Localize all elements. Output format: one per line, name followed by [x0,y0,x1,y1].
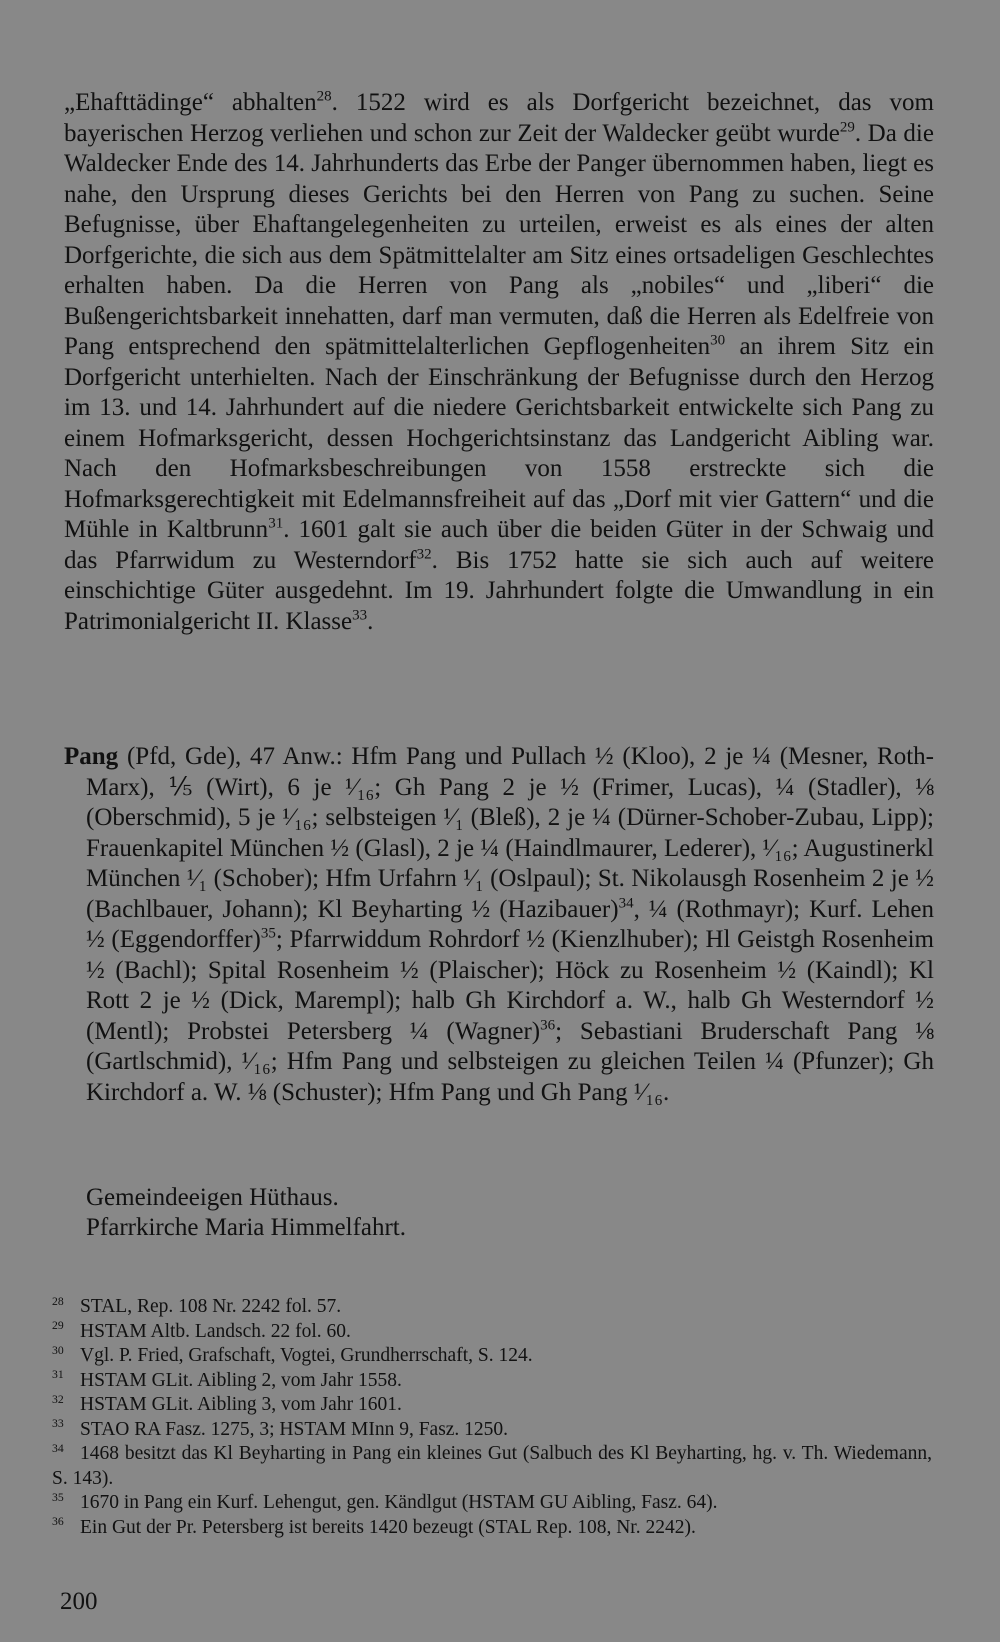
footnote-reference: 36 [540,1017,556,1034]
footnote: $^{34}$ 1468 besitzt das Kl Beyharting in Pang ein kleines Gut (Salbuch des Kl Beyharting, hg. v. Th. Wiedemann, S. 143). [52,1441,932,1489]
entry-text: (Pfd, Gde), 47 Anw.: Hfm Pang und Pullach ½ (Kloo), 2 je ¼ (Mesner, Roth-Marx), ⅕ (Wirt), 6 je ¹⁄₁₆; Gh Pang 2 je ½ (Frimer, Lucas), ¼ (Stadler), ⅛ (Oberschmid), 5 je ¹⁄₁₆; selbsteigen ¹⁄₁ (Bleß), 2 je ¼ (Dürner-Schober-Zubau, Lipp); Frauenkapitel München ½ (Glasl), 2 je ¼ (Haindlmaurer, Lederer), ¹⁄₁₆; Augustinerkl München ¹⁄₁ (Schober); Hfm Urfahrn ¹⁄₁ (Oslpaul); St. Nikolausgh Rosenheim 2 je ½ (Bachlbauer, Johann); Kl Beyharting ½ (Hazibauer) [86,743,934,923]
entry-parish-church: Pfarrkirche Maria Himmelfahrt. [86,1214,407,1241]
footnote: $^{36}$ Ein Gut der Pr. Petersberg ist bereits 1420 bezeugt (STAL Rep. 108, Nr. 2242). [52,1515,696,1538]
footnote-text: STAO RA Fasz. 1275, 3; HSTAM MInn 9, Fasz. 1250. [80,1418,509,1440]
entry-community-property: Gemeindeeigen Hüthaus. [86,1184,339,1211]
footnote: $^{35}$ 1670 in Pang ein Kurf. Lehengut, gen. Kändlgut (HSTAM GU Aibling, Fasz. 64). [52,1490,718,1513]
footnotes [52,1295,932,1540]
footnote-reference: 35 [260,925,276,942]
entry-text: ; Pfarrwiddum Rohrdorf ½ (Kienzlhuber); Hl Geistgh Rosenheim ½ (Bachl); Spital Rosenheim ½ (Plaischer); Höck zu Rosenheim ½ (Kaindl); Kl Rott 2 je ½ (Dick, Marempl); halb Gh Kirchdorf a. W., halb Gh Westerndorf ½ (Mentl); Probstei Petersberg ¼ (Wagner) [86,926,934,1045]
footnote-text: 1468 besitzt das Kl Beyharting in Pang ein kleines Gut (Salbuch des Kl Beyharting, hg. v. Th. Wiedemann, S. 143). [52,1443,932,1489]
footnote-reference: 30 [710,332,726,349]
footnote-reference: 32 [416,546,432,563]
paragraph-text: . 1522 wird es als Dorfgericht bezeichnet, das vom bayerischen Herzog verliehen und schon zur Zeit der Waldecker geübt wurde [64,89,934,147]
paragraph-text: „Ehafttädinge“ abhalten [64,89,317,116]
paragraph-text: . 1601 galt sie auch über die beiden Güter in der Schwaig und das Pfarrwidum zu Westerndorf [64,516,934,574]
footnote-reference: 28 [316,88,332,105]
footnote-reference: 33 [352,607,368,624]
entry-text: , ¼ (Rothmayr); Kurf. Lehen ½ (Eggendorffer) [86,895,934,953]
paragraph-text: . [367,607,374,635]
footnote-reference: 29 [839,119,855,136]
footnote-text: STAL, Rep. 108 Nr. 2242 fol. 57. [80,1296,342,1317]
place-entry [64,742,934,1108]
footnote-text: 1670 in Pang ein Kurf. Lehengut, gen. Kändlgut (HSTAM GU Aibling, Fasz. 64). [80,1492,718,1513]
footnote-reference: 34 [618,895,634,912]
entry-headword: Pang [64,743,119,770]
footnote: $^{30}$ Vgl. P. Fried, Grafschaft, Vogtei, Grundherrschaft, S. 124. [52,1343,533,1366]
paragraph-text: . Bis 1752 hatte sie sich auch auf weitere einschichtige Güter ausgedehnt. Im 19. Jahrhundert folgte die Umwandlung in ein Patrimonialgericht II. Klasse [64,546,935,635]
paragraph-text: . Da die Waldecker Ende des 14. Jahrhunderts das Erbe der Panger übernommen haben, liegt es nahe, den Ursprung dieses Gerichts bei den Herren von Pang zu suchen. Seine Befugnisse, über Ehaftangelegenheiten zu urteilen, erweist es als eines der alten Dorfgerichte, die sich aus dem Spätmittelalter am Sitz eines ortsadeligen Geschlechtes erhalten haben. Da die Herren von Pang als „nobiles“ und „liberi“ die Bußengerichtsbarkeit innehatten, darf man vermuten, daß die Herren als Edelfreie von Pang entsprechend den spätmittelalterlichen Gepflogenheiten [64,119,934,360]
footnote-text: Ein Gut der Pr. Petersberg ist bereits 1420 bezeugt (STAL Rep. 108, Nr. 2242). [80,1516,696,1538]
body-text [64,88,934,637]
footnote: $^{31}$ HSTAM GLit. Aibling 2, vom Jahr 1558. [52,1368,402,1391]
footnote-reference: 31 [268,515,284,532]
paragraph-text: an ihrem Sitz ein Dorfgericht unterhielten. Nach der Einschränkung der Befugnisse durch den Herzog im 13. und 14. Jahrhundert auf die niedere Gerichtsbarkeit entwickelte sich Pang zu einem Hofmarksgericht, dessen Hochgerichtsinstanz das Landgericht Aibling war. Nach den Hofmarksbeschreibungen von 1558 erstreckte sich die Hofmarksgerechtigkeit mit Edelmannsfreiheit auf das „Dorf mit vier Gattern“ und die Mühle in Kaltbrunn [64,333,935,543]
footnote: $^{29}$ HSTAM Altb. Landsch. 22 fol. 60. [52,1319,351,1342]
footnote: $^{28}$ STAL, Rep. 108 Nr. 2242 fol. 57. [52,1294,342,1317]
footnote: $^{33}$ STAO RA Fasz. 1275, 3; HSTAM MInn 9, Fasz. 1250. [52,1417,509,1440]
footnote: $^{32}$ HSTAM GLit. Aibling 3, vom Jahr 1601. [52,1392,402,1415]
footnote-text: HSTAM GLit. Aibling 3, vom Jahr 1601. [80,1394,402,1415]
entry-text: ; Sebastiani Bruderschaft Pang ⅛ (Gartlschmid), ¹⁄₁₆; Hfm Pang und selbsteigen zu gleichen Teilen ¼ (Pfunzer); Gh Kirchdorf a. W. ⅛ (Schuster); Hfm Pang und Gh Pang ¹⁄₁₆. [86,1017,934,1106]
footnote-text: HSTAM Altb. Landsch. 22 fol. 60. [80,1320,351,1342]
page-number: 200 [60,1588,98,1615]
footnote-text: Vgl. P. Fried, Grafschaft, Vogtei, Grundherrschaft, S. 124. [80,1345,533,1366]
footnote-text: HSTAM GLit. Aibling 2, vom Jahr 1558. [80,1369,402,1391]
body-paragraph [64,88,934,637]
